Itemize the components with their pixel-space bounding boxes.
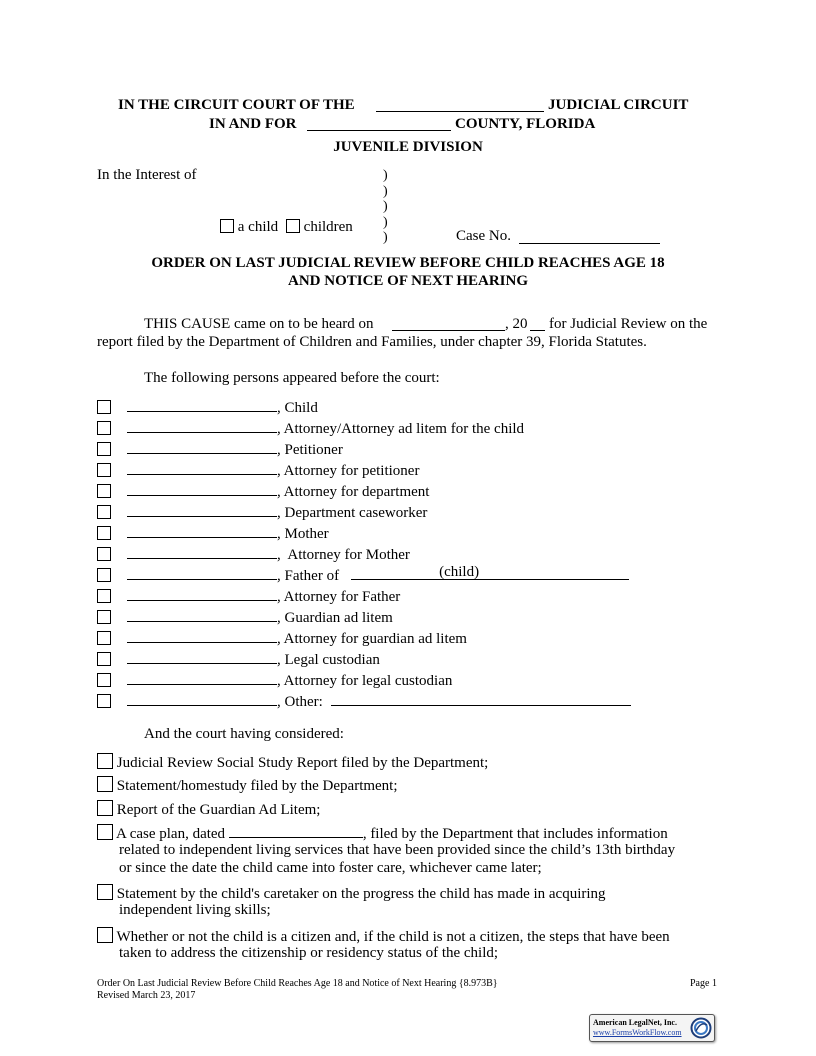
court-header-line1: IN THE CIRCUIT COURT OF THE [118, 97, 355, 113]
list-item: , Attorney for guardian ad litem [97, 629, 631, 650]
list-item: , Other: [97, 692, 631, 713]
person-checkbox[interactable] [97, 484, 111, 498]
logo-company: American LegalNet, Inc. [593, 1018, 677, 1027]
cause-text-a: THIS CAUSE came on to be heard on [144, 316, 374, 332]
person-checkbox[interactable] [97, 631, 111, 645]
court-header-line2-end: COUNTY, FLORIDA [455, 116, 596, 132]
person-checkbox[interactable] [97, 442, 111, 456]
person-checkbox[interactable] [97, 505, 111, 519]
name-blank[interactable] [127, 588, 277, 601]
person-checkbox[interactable] [97, 547, 111, 561]
name-blank[interactable] [127, 420, 277, 433]
list-item: , Mother [97, 524, 631, 545]
case-no-label: Case No. [456, 228, 511, 244]
county-blank[interactable] [307, 118, 451, 131]
name-blank[interactable] [127, 462, 277, 475]
appeared-heading: The following persons appeared before the court: [144, 370, 440, 386]
persons-list [97, 398, 631, 713]
name-blank[interactable] [127, 630, 277, 643]
person-checkbox[interactable] [97, 568, 111, 582]
item3-checkbox[interactable] [97, 800, 113, 816]
item6-line2: taken to address the citizenship or residency status of the child; [119, 945, 499, 961]
child-type-options [220, 219, 353, 236]
item4-line2: related to independent living services that have been provided since the child’s 13th birthday [119, 842, 676, 858]
globe-icon [690, 1017, 712, 1039]
considered-item-3: Report of the Guardian Ad Litem; [97, 800, 320, 819]
item2-checkbox[interactable] [97, 776, 113, 792]
name-blank[interactable] [127, 441, 277, 454]
person-checkbox[interactable] [97, 673, 111, 687]
list-item: , Guardian ad litem [97, 608, 631, 629]
footer-page-number: Page 1 [690, 978, 717, 989]
considered-item-2: Statement/homestudy filed by the Department; [97, 776, 398, 795]
logo-url: www.FormsWorkFlow.com [593, 1028, 682, 1037]
cause-text-b: , 20 [505, 316, 528, 332]
case-plan-date-blank[interactable] [229, 825, 363, 838]
person-checkbox[interactable] [97, 589, 111, 603]
list-item: , Child [97, 398, 631, 419]
item6-checkbox[interactable] [97, 927, 113, 943]
name-blank[interactable] [127, 567, 277, 580]
considered-item-4: A case plan, dated , filed by the Department that includes information [97, 824, 668, 843]
child-suffix: (child) [439, 564, 480, 580]
list-item: , Department caseworker [97, 503, 631, 524]
paren-column: ) ) ) ) ) [383, 168, 388, 245]
considered-item-6: Whether or not the child is a citizen and, if the child is not a citizen, the steps that have been [97, 927, 670, 946]
a-child-label: a child [237, 219, 279, 235]
name-blank[interactable] [127, 504, 277, 517]
interest-of-label: In the Interest of [97, 167, 197, 183]
name-blank[interactable] [127, 672, 277, 685]
item4-line3: or since the date the child came into foster care, whichever came later; [119, 860, 542, 876]
name-blank[interactable] [127, 525, 277, 538]
list-item: , Attorney for department [97, 482, 631, 503]
footer-form-title: Order On Last Judicial Review Before Child Reaches Age 18 and Notice of Next Hearing {8.973B} [97, 978, 498, 989]
other-blank[interactable] [331, 693, 631, 706]
cause-text-line2: report filed by the Department of Children and Families, under chapter 39, Florida Statutes. [97, 334, 647, 350]
footer-revised: Revised March 23, 2017 [97, 990, 196, 1001]
item4-checkbox[interactable] [97, 824, 113, 840]
name-blank[interactable] [127, 546, 277, 559]
circuit-blank[interactable] [376, 99, 544, 112]
list-item: , Attorney for petitioner [97, 461, 631, 482]
list-item: , Father of (child) [97, 566, 631, 587]
american-legalnet-logo[interactable] [589, 1014, 715, 1042]
person-checkbox[interactable] [97, 526, 111, 540]
hearing-date-blank[interactable] [392, 318, 505, 331]
considered-item-5: Statement by the child's caretaker on the progress the child has made in acquiring [97, 884, 606, 903]
cause-text-c: for Judicial Review on the [549, 316, 708, 332]
order-title-line1: ORDER ON LAST JUDICIAL REVIEW BEFORE CHILD REACHES AGE 18 [151, 255, 665, 271]
list-item: , Attorney for Mother [97, 545, 631, 566]
name-blank[interactable] [127, 483, 277, 496]
year-blank[interactable] [530, 318, 545, 331]
person-checkbox[interactable] [97, 652, 111, 666]
court-header-line2: IN AND FOR [209, 116, 297, 132]
item5-checkbox[interactable] [97, 884, 113, 900]
person-checkbox[interactable] [97, 400, 111, 414]
person-checkbox[interactable] [97, 421, 111, 435]
list-item: , Attorney for legal custodian [97, 671, 631, 692]
name-blank[interactable] [127, 651, 277, 664]
list-item: , Petitioner [97, 440, 631, 461]
case-no-blank[interactable] [519, 231, 660, 244]
list-item: , Legal custodian [97, 650, 631, 671]
court-header-line1-end: JUDICIAL CIRCUIT [548, 97, 689, 113]
name-blank[interactable] [127, 609, 277, 622]
item1-checkbox[interactable] [97, 753, 113, 769]
children-checkbox[interactable] [286, 219, 300, 233]
name-blank[interactable] [127, 399, 277, 412]
person-checkbox[interactable] [97, 610, 111, 624]
considered-heading: And the court having considered: [144, 726, 344, 742]
list-item: , Attorney/Attorney ad litem for the child [97, 419, 631, 440]
children-label: children [303, 219, 353, 235]
list-item: , Attorney for Father [97, 587, 631, 608]
name-blank[interactable] [127, 693, 277, 706]
item5-line2: independent living skills; [119, 902, 271, 918]
considered-item-1: Judicial Review Social Study Report filed by the Department; [97, 753, 488, 772]
person-checkbox[interactable] [97, 694, 111, 708]
division-title: JUVENILE DIVISION [333, 139, 483, 155]
person-checkbox[interactable] [97, 463, 111, 477]
a-child-checkbox[interactable] [220, 219, 234, 233]
order-title-line2: AND NOTICE OF NEXT HEARING [287, 273, 529, 289]
